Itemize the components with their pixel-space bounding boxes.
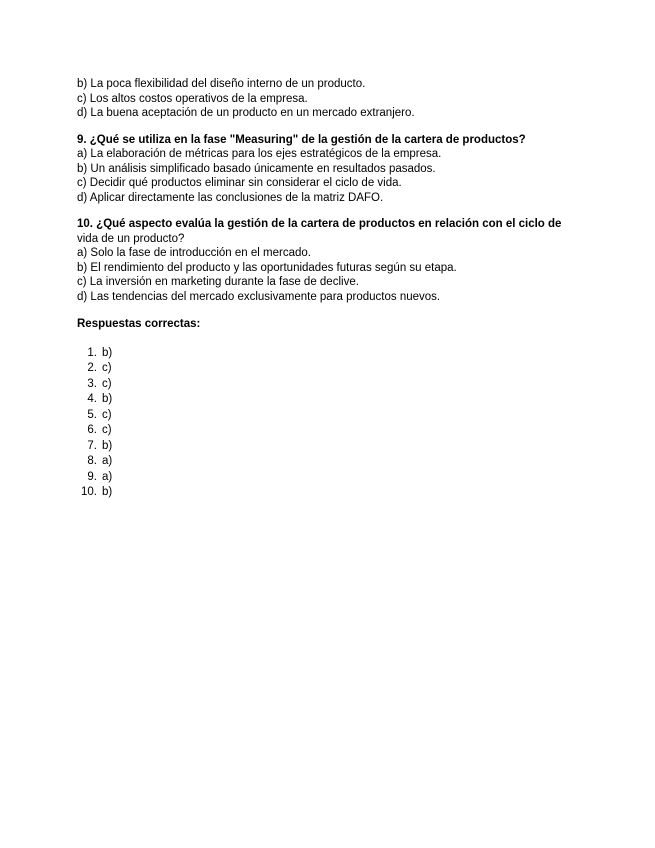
option-text: b) El rendimiento del producto y las oportunidades futuras según su etapa. xyxy=(77,261,457,274)
answer-number: 1. xyxy=(87,346,97,359)
option-text: d) Las tendencias del mercado exclusivamente para productos nuevos. xyxy=(77,290,441,303)
answer-item xyxy=(77,470,587,486)
answer-value: b) xyxy=(102,486,113,498)
answer-number: 3. xyxy=(87,377,97,390)
option-text: c) Decidir qué productos eliminar sin considerar el ciclo de vida. xyxy=(77,177,402,189)
question-text: 10. ¿Qué aspecto evalúa la gestión de la cartera de productos en relación con el ciclo de xyxy=(77,218,562,230)
answer-number: 10. xyxy=(81,486,97,498)
answer-value: c) xyxy=(102,424,112,436)
option-text: a) Solo la fase de introducción en el mercado. xyxy=(77,247,311,259)
option-text: c) Los altos costos operativos de la empresa. xyxy=(77,92,308,105)
answer-item xyxy=(77,423,587,439)
answer-value: a) xyxy=(102,455,113,467)
answer-item xyxy=(77,377,587,393)
answer-item xyxy=(77,392,587,408)
answer-value: b) xyxy=(102,393,113,405)
answer-item xyxy=(77,361,587,377)
question-10 xyxy=(77,217,587,304)
option-text: d) Aplicar directamente las conclusiones de la matriz DAFO. xyxy=(77,191,384,204)
answer-number: 4. xyxy=(87,393,97,405)
question-9 xyxy=(77,133,587,206)
option-text: c) La inversión en marketing durante la fase de declive. xyxy=(77,276,359,288)
answer-number: 2. xyxy=(87,362,97,374)
answer-item xyxy=(77,439,587,455)
answer-item xyxy=(77,485,587,501)
answer-item xyxy=(77,346,587,362)
answers-heading: Respuestas correctas: xyxy=(77,318,201,330)
option-text: a) La elaboración de métricas para los ejes estratégicos de la empresa. xyxy=(77,148,442,160)
answer-value: b) xyxy=(102,346,113,359)
option-text: b) Un análisis simplificado basado únicamente en resultados pasados. xyxy=(77,162,436,175)
answers-list xyxy=(77,346,587,501)
q8-options xyxy=(77,77,587,121)
answer-number: 8. xyxy=(87,455,97,467)
option-text: d) La buena aceptación de un producto en un mercado extranjero. xyxy=(77,107,415,119)
answer-item xyxy=(77,408,587,424)
option-text: b) La poca flexibilidad del diseño interno de un producto. xyxy=(77,78,366,90)
answer-value: c) xyxy=(102,408,112,421)
answer-item xyxy=(77,454,587,470)
answer-number: 9. xyxy=(87,470,97,483)
document-page xyxy=(77,77,587,501)
answer-value: c) xyxy=(102,362,112,374)
question-text: 9. ¿Qué se utiliza en la fase "Measuring" de la gestión de la cartera de productos? xyxy=(77,133,526,146)
answer-value: c) xyxy=(102,377,112,390)
answer-number: 6. xyxy=(87,424,97,436)
answer-value: a) xyxy=(102,470,113,483)
answer-value: b) xyxy=(102,439,113,452)
answer-number: 5. xyxy=(87,408,97,421)
answer-number: 7. xyxy=(87,439,97,452)
question-text-continuation: vida de un producto? xyxy=(77,232,185,245)
